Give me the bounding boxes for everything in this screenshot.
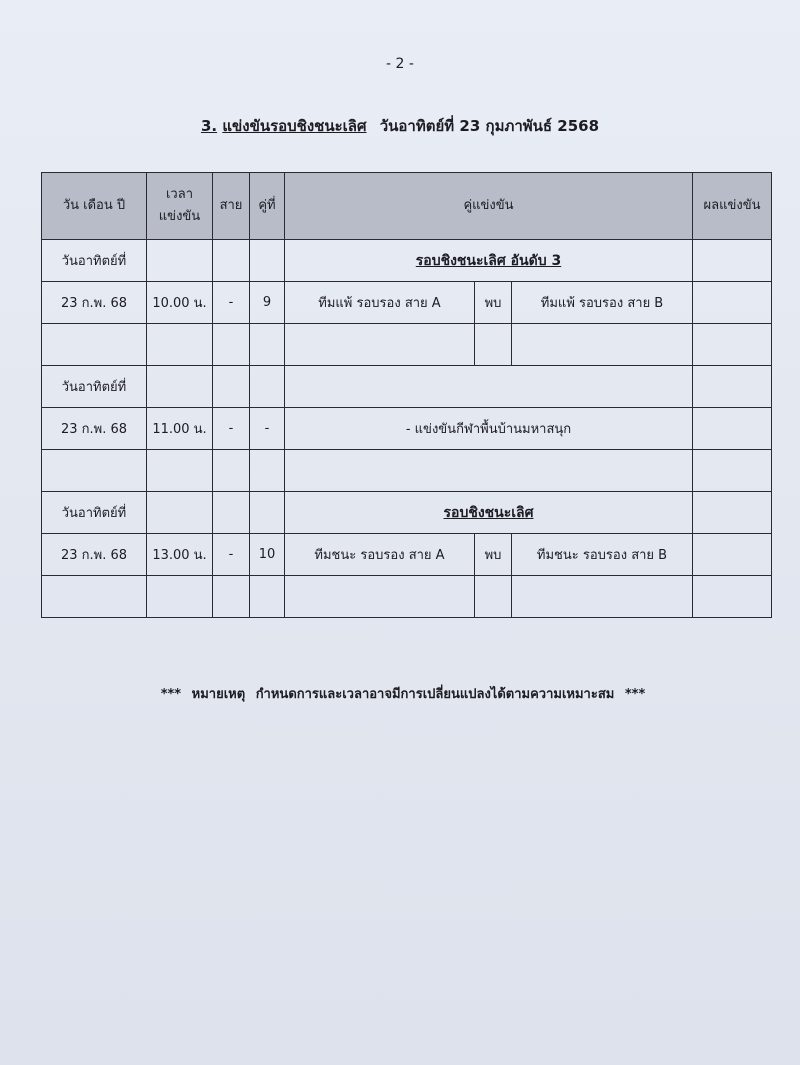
table-row [42,282,772,324]
result-cell [693,282,772,324]
result-cell [693,408,772,450]
table-row [42,492,772,534]
date-cell: 23 ก.พ. 68 [42,534,147,576]
result-cell [693,534,772,576]
time-cell: 11.00 น. [147,408,213,450]
vs-cell: พบ [475,534,512,576]
table-row [42,450,772,492]
pool-cell: - [213,408,250,450]
title-main: แข่งขันรอบชิงชนะเลิศ [222,117,367,135]
table-row [42,366,772,408]
note-stars-right: *** [624,687,646,702]
note-label: หมายเหตุ [191,687,246,702]
header-match: คู่ที่ [250,173,285,240]
team-b-cell: ทีมชนะ รอบรอง สาย B [512,534,693,576]
day-cell: วันอาทิตย์ที่ [42,240,147,282]
table-row [42,324,772,366]
page-title [0,114,800,138]
header-time-line1: เวลา [165,187,193,202]
header-opponents: คู่แข่งขัน [285,173,693,240]
header-time [147,173,213,240]
match-cell: 10 [250,534,285,576]
match-cell: 9 [250,282,285,324]
schedule-table [41,172,772,618]
team-b-cell: ทีมแพ้ รอบรอง สาย B [512,282,693,324]
day-cell: วันอาทิตย์ที่ [42,492,147,534]
footnote [0,683,800,704]
team-a-cell: ทีมแพ้ รอบรอง สาย A [285,282,475,324]
vs-cell: พบ [475,282,512,324]
title-date: วันอาทิตย์ที่ 23 กุมภาพันธ์ 2568 [379,117,600,135]
table-row [42,576,772,618]
event-cell: - แข่งขันกีฬาพื้นบ้านมหาสนุก [285,408,693,450]
title-number: 3. [200,117,218,135]
time-cell: 10.00 น. [147,282,213,324]
header-row [42,173,772,240]
team-a-cell: ทีมชนะ รอบรอง สาย A [285,534,475,576]
pool-cell: - [213,534,250,576]
header-pool: สาย [213,173,250,240]
date-cell: 23 ก.พ. 68 [42,282,147,324]
day-cell: วันอาทิตย์ที่ [42,366,147,408]
header-time-line2: แข่งขัน [158,209,201,224]
time-cell: 13.00 น. [147,534,213,576]
header-date: วัน เดือน ปี [42,173,147,240]
table-row [42,408,772,450]
page-number: - 2 - [386,56,414,72]
match-cell: - [250,408,285,450]
round-heading: รอบชิงชนะเลิศ อันดับ 3 [285,240,693,282]
header-result: ผลแข่งขัน [693,173,772,240]
table-row [42,534,772,576]
table-row [42,240,772,282]
date-cell: 23 ก.พ. 68 [42,408,147,450]
note-stars-left: *** [160,687,182,702]
pool-cell: - [213,282,250,324]
round-heading: รอบชิงชนะเลิศ [285,492,693,534]
note-text: กำหนดการและเวลาอาจมีการเปลี่ยนแปลงได้ตามความเหมาะสม [255,687,615,702]
